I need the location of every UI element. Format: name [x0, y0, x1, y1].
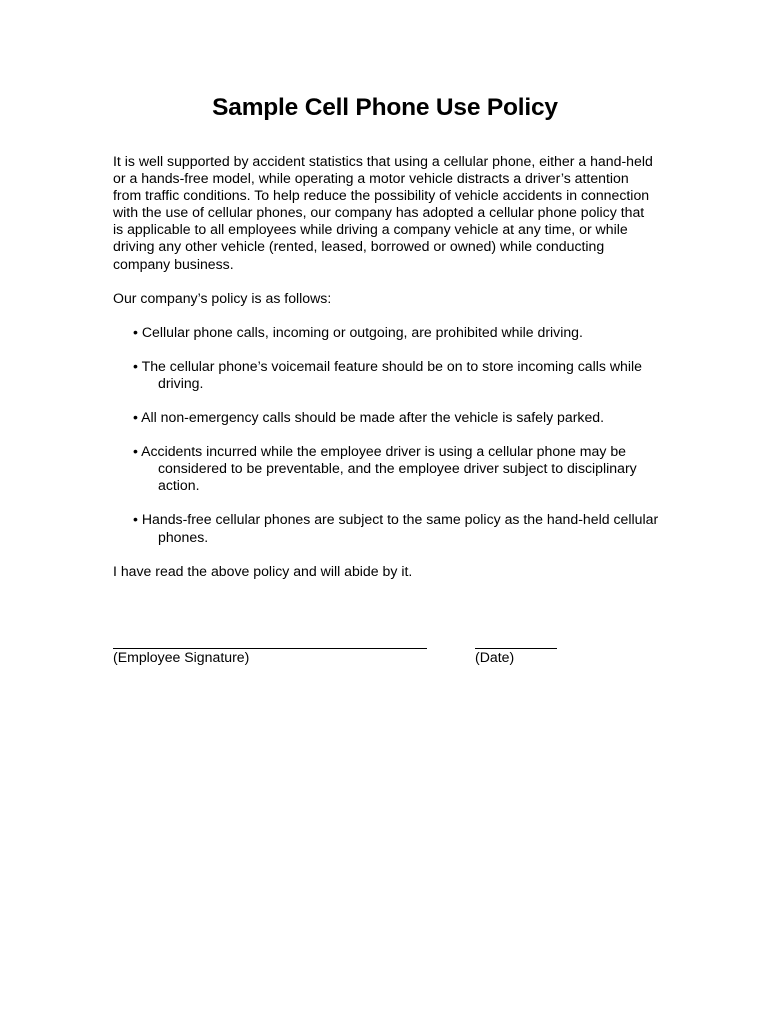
policy-list [113, 324, 673, 546]
bullet-icon: • [133, 357, 138, 374]
bullet-icon: • [133, 323, 138, 340]
bullet-icon: • [133, 409, 138, 426]
policy-item [113, 443, 678, 494]
policy-text: Cellular phone calls, incoming or outgoing, are prohibited while driving. [141, 323, 583, 340]
signature-block [113, 636, 573, 676]
policy-text: Hands-free cellular phones are subject to the same policy as the hand-held cellular phones. [141, 511, 659, 545]
document-body [113, 153, 673, 580]
policy-item [113, 324, 678, 341]
document-title: Sample Cell Phone Use Policy [212, 94, 558, 121]
policy-item [113, 511, 678, 545]
policy-text: Accidents incurred while the employee driver is using a cellular phone may be considered to be preventable, and the employee driver subject to disciplinary action. [141, 443, 637, 494]
date-label: (Date) [475, 649, 515, 665]
policy-item [113, 409, 678, 426]
policy-lead: Our company’s policy is as follows: [113, 289, 332, 306]
bullet-icon: • [133, 511, 138, 528]
signature-label: (Employee Signature) [113, 649, 250, 665]
policy-text: All non-emergency calls should be made after the vehicle is safely parked. [141, 409, 605, 426]
intro-paragraph: It is well supported by accident statistics that using a cellular phone, either a hand-held or a hands-free model, while operating a motor vehicle distracts a driver’s attention from traffic conditions. To help reduce the possibility of vehicle accidents in connection with the use of cellular phones, our company has adopted a cellular phone policy that is applicable to all employees while driving a company vehicle at any time, or while driving any other vehicle (rented, leased, borrowed or owned) while conducting company business. [113, 153, 653, 272]
acknowledgement-statement: I have read the above policy and will abide by it. [113, 562, 413, 579]
policy-item [113, 358, 678, 392]
policy-text: The cellular phone’s voicemail feature should be on to store incoming calls while driving. [141, 357, 642, 391]
bullet-icon: • [133, 443, 138, 460]
